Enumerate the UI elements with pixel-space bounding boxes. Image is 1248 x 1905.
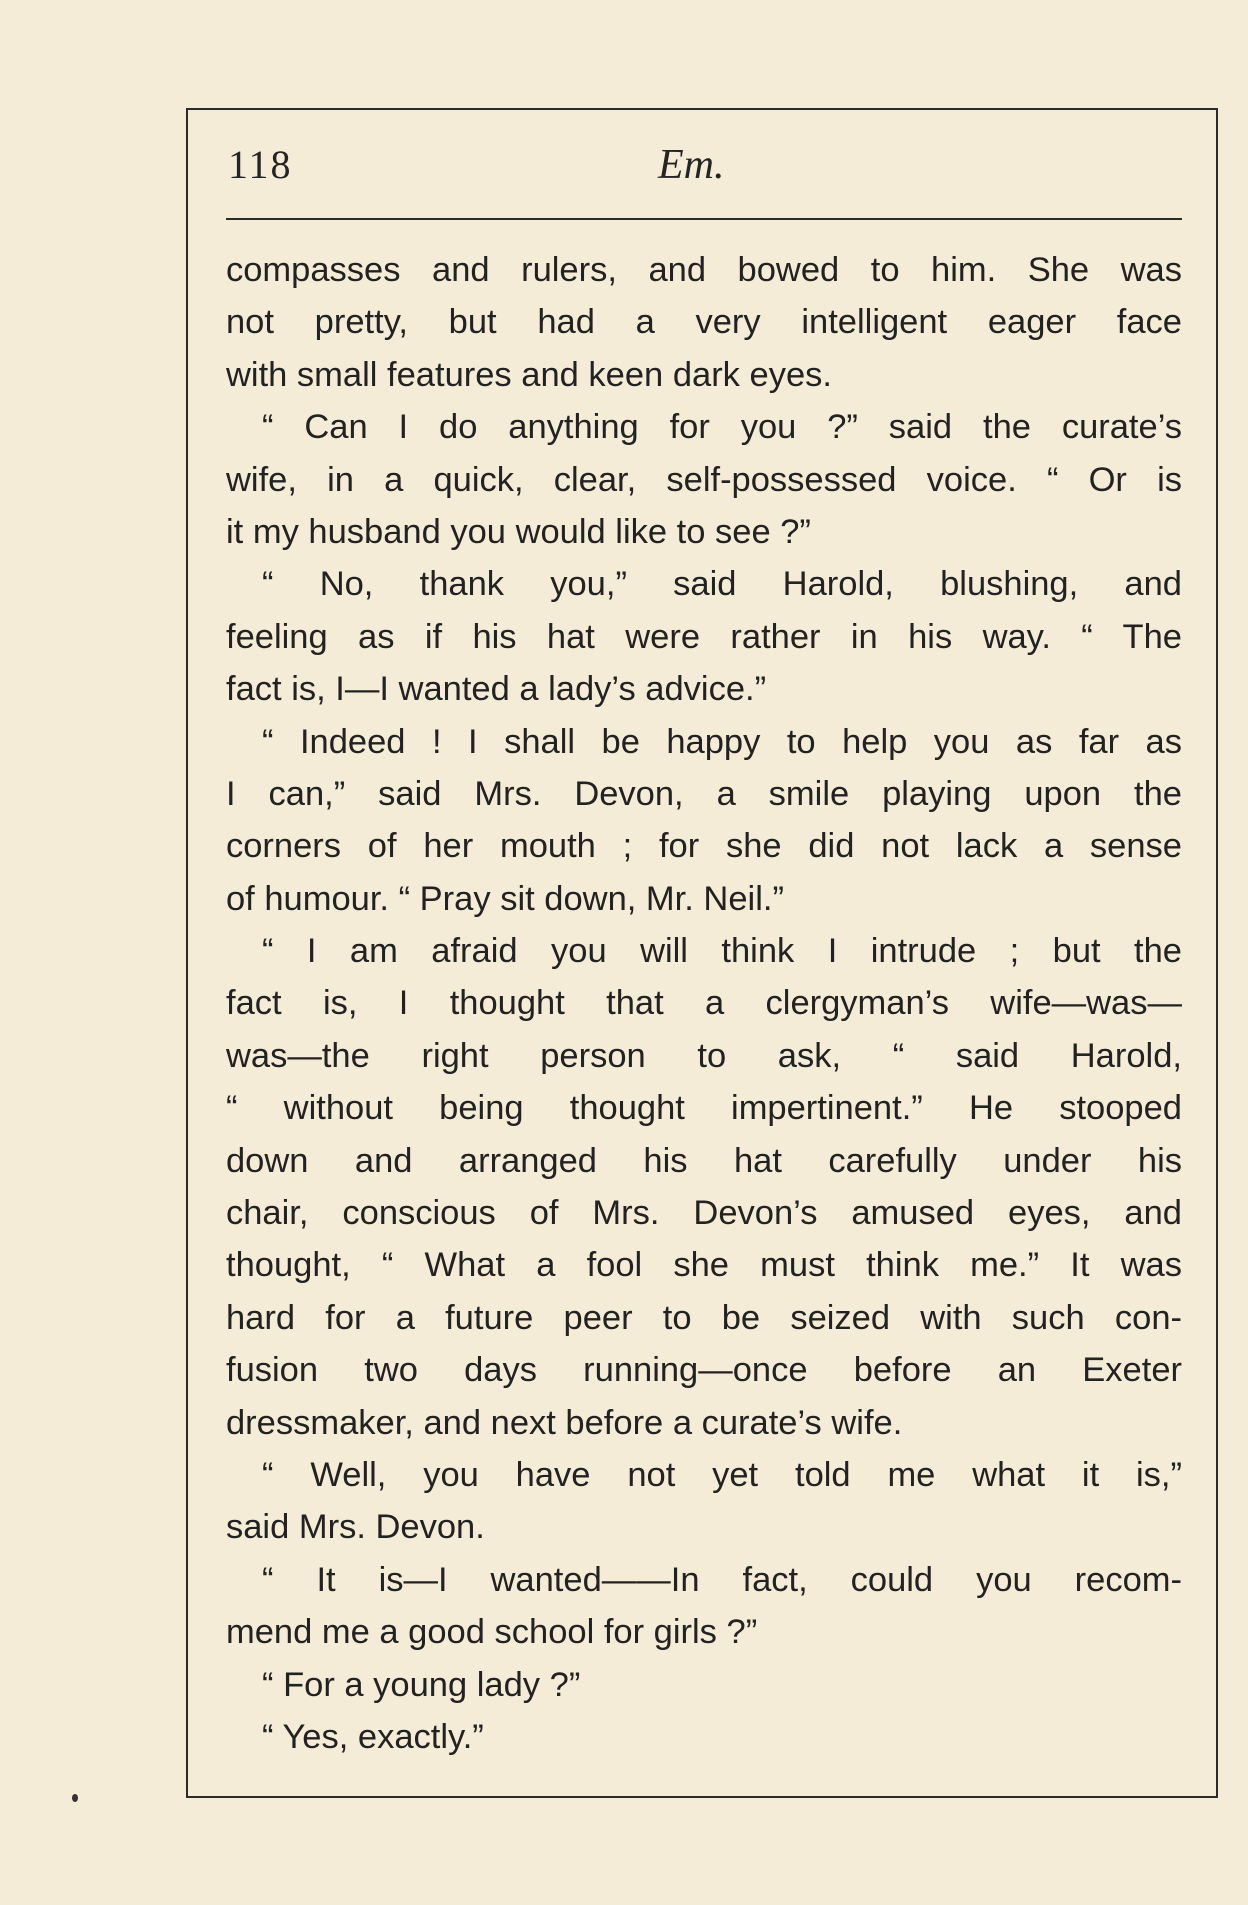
text-line: was—the right person to ask, “ said Harold, <box>226 1036 1182 1075</box>
header-rule <box>226 218 1182 220</box>
text-line: “ Indeed ! I shall be happy to help you as far as <box>262 722 1182 761</box>
text-line: corners of her mouth ; for she did not lack a sense <box>226 827 1182 866</box>
text-line: compasses and rulers, and bowed to him. She was <box>226 251 1182 289</box>
text-line: mend me a good school for girls ?” <box>226 1613 758 1652</box>
running-title: Em. <box>658 142 725 188</box>
text-line: “ Well, you have not yet told me what it is,” <box>262 1455 1182 1494</box>
text-line: fact is, I thought that a clergyman’s wife—was— <box>226 984 1182 1023</box>
text-line: dressmaker, and next before a curate’s wife. <box>226 1403 903 1442</box>
page-number: 118 <box>228 142 293 187</box>
text-line: fusion two days running—once before an Exeter <box>226 1351 1182 1390</box>
text-line: fact is, I—I wanted a lady’s advice.” <box>226 670 767 709</box>
text-line: “ I am afraid you will think I intrude ; but the <box>262 932 1182 971</box>
text-line: I can,” said Mrs. Devon, a smile playing upon the <box>226 774 1182 813</box>
text-line: down and arranged his hat carefully under his <box>226 1141 1182 1180</box>
text-line: “ For a young lady ?” <box>262 1665 581 1704</box>
text-line: “ Yes, exactly.” <box>262 1717 484 1756</box>
text-line: with small features and keen dark eyes. <box>226 355 832 394</box>
text-line: feeling as if his hat were rather in his way. “ The <box>226 617 1182 656</box>
paper-speck <box>72 1794 78 1802</box>
text-line: said Mrs. Devon. <box>226 1508 485 1547</box>
running-header <box>228 138 1180 218</box>
text-line: “ No, thank you,” said Harold, blushing, and <box>262 565 1182 604</box>
text-line: not pretty, but had a very intelligent eager face <box>226 303 1182 342</box>
text-line: hard for a future peer to be seized with such con- <box>226 1298 1182 1337</box>
text-line: thought, “ What a fool she must think me.” It was <box>226 1246 1182 1285</box>
text-line: chair, conscious of Mrs. Devon’s amused eyes, and <box>226 1194 1182 1233</box>
text-line: of humour. “ Pray sit down, Mr. Neil.” <box>226 879 784 918</box>
text-line: “ without being thought impertinent.” He stooped <box>226 1089 1182 1128</box>
body-text <box>226 244 1182 1763</box>
text-line: it my husband you would like to see ?” <box>226 512 811 551</box>
text-line: “ Can I do anything for you ?” said the curate’s <box>262 408 1182 447</box>
text-line: “ It is—I wanted——In fact, could you recom- <box>262 1560 1182 1599</box>
text-line: wife, in a quick, clear, self-possessed voice. “ Or is <box>226 460 1182 499</box>
